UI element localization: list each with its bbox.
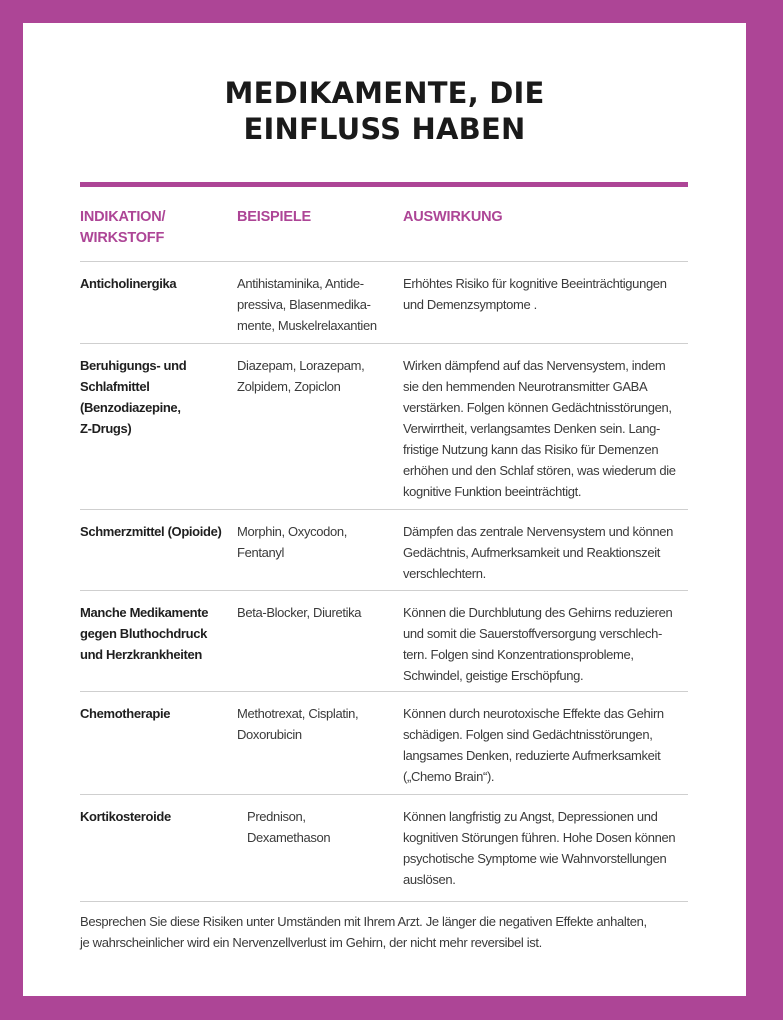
examples-cell xyxy=(237,703,397,745)
text-line: Beta-Blocker, Diuretika xyxy=(237,605,362,620)
text-line: Erhöhtes Risiko für kognitive Beeinträchtigungen xyxy=(403,276,667,291)
effect-cell xyxy=(403,806,693,890)
examples-cell xyxy=(247,806,407,848)
text-line: Schwindel, geistige Erschöpfung. xyxy=(403,668,584,683)
indication-cell xyxy=(80,521,230,542)
text-line: Können durch neurotoxische Effekte das Gehirn xyxy=(403,706,664,721)
text-line: kognitiven Störungen führen. Hohe Dosen können xyxy=(403,830,676,845)
text-line: Verwirrtheit, verlangsamtes Denken sein. Lang- xyxy=(403,421,661,436)
text-line: auslösen. xyxy=(403,872,456,887)
text-line: Diazepam, Lorazepam, xyxy=(237,358,365,373)
table-row xyxy=(80,509,688,590)
footnote-line-1: Besprechen Sie diese Risiken unter Umständen mit Ihrem Arzt. Je länger die negativen Effekte anhalten, xyxy=(80,914,647,929)
text-line: erhöhen und den Schlaf stören, was wiederum die xyxy=(403,463,676,478)
text-line: Schmerzmittel (Opioide) xyxy=(80,524,222,539)
text-line: Dämpfen das zentrale Nervensystem und können xyxy=(403,524,674,539)
text-line: mente, Muskelrelaxantien xyxy=(237,318,377,333)
text-line: Wirken dämpfend auf das Nervensystem, indem xyxy=(403,358,666,373)
text-line: und Demenzsymptome . xyxy=(403,297,537,312)
text-line: Fentanyl xyxy=(237,545,285,560)
text-line: Prednison, xyxy=(247,809,306,824)
text-line: Dexamethason xyxy=(247,830,331,845)
examples-cell xyxy=(237,602,397,623)
header-effect: AUSWIRKUNG xyxy=(403,209,503,225)
indication-cell xyxy=(80,806,230,827)
content-card xyxy=(23,23,746,996)
text-line: Können langfristig zu Angst, Depressionen und xyxy=(403,809,658,824)
text-line: Chemotherapie xyxy=(80,706,171,721)
table-row xyxy=(80,691,688,794)
title-line-2: EINFLUSS HABEN xyxy=(243,112,526,146)
text-line: und Herzkrankheiten xyxy=(80,647,202,662)
table-row xyxy=(80,590,688,692)
text-line: („Chemo Brain“). xyxy=(403,769,495,784)
text-line: Methotrexat, Cisplatin, xyxy=(237,706,359,721)
table-row xyxy=(80,343,688,508)
title-line-1: MEDIKAMENTE, DIE xyxy=(224,76,545,110)
indication-cell xyxy=(80,602,230,665)
text-line: Z-Drugs) xyxy=(80,421,132,436)
header-indication xyxy=(80,207,220,249)
text-line: Können die Durchblutung des Gehirns reduzieren xyxy=(403,605,673,620)
effect-cell xyxy=(403,355,693,502)
table-row xyxy=(80,261,688,342)
header-examples: BEISPIELE xyxy=(237,209,311,225)
text-line: verstärken. Folgen können Gedächtnisstörungen, xyxy=(403,400,672,415)
text-line: gegen Bluthochdruck xyxy=(80,626,207,641)
indication-cell xyxy=(80,273,230,294)
text-line: Gedächtnis, Aufmerksamkeit und Reaktionszeit xyxy=(403,545,661,560)
text-line: Antihistaminika, Antide- xyxy=(237,276,364,291)
accent-divider xyxy=(80,182,688,187)
examples-cell xyxy=(237,273,397,336)
footnote-line-2: je wahrscheinlicher wird ein Nervenzellverlust im Gehirn, der nicht mehr reversibel ist. xyxy=(80,935,542,950)
page-title xyxy=(23,75,746,147)
text-line: Kortikosteroide xyxy=(80,809,171,824)
text-line: und somit die Sauerstoffversorgung verschlech- xyxy=(403,626,662,641)
text-line: Anticholinergika xyxy=(80,276,177,291)
header-indication-line-2: WIRKSTOFF xyxy=(80,230,165,246)
text-line: Schlafmittel xyxy=(80,379,150,394)
examples-cell xyxy=(237,521,397,563)
text-line: pressiva, Blasenmedika- xyxy=(237,297,371,312)
effect-cell xyxy=(403,521,693,584)
text-line: schädigen. Folgen sind Gedächtnisstörungen, xyxy=(403,727,653,742)
text-line: tern. Folgen sind Konzentrationsprobleme, xyxy=(403,647,634,662)
effect-cell xyxy=(403,703,693,787)
indication-cell xyxy=(80,355,230,439)
text-line: Doxorubicin xyxy=(237,727,302,742)
footnote xyxy=(80,911,700,953)
text-line: kognitive Funktion beeinträchtigt. xyxy=(403,484,582,499)
text-line: langsames Denken, reduzierte Aufmerksamkeit xyxy=(403,748,661,763)
table-row xyxy=(80,794,688,902)
header-indication-line-1: INDIKATION/ xyxy=(80,209,166,225)
text-line: Beruhigungs- und xyxy=(80,358,187,373)
text-line: sie den hemmenden Neurotransmitter GABA xyxy=(403,379,648,394)
text-line: Morphin, Oxycodon, xyxy=(237,524,348,539)
text-line: (Benzodiazepine, xyxy=(80,400,181,415)
text-line: psychotische Symptome wie Wahnvorstellungen xyxy=(403,851,667,866)
text-line: verschlechtern. xyxy=(403,566,486,581)
text-line: Zolpidem, Zopiclon xyxy=(237,379,341,394)
indication-cell xyxy=(80,703,230,724)
text-line: fristige Nutzung kann das Risiko für Demenzen xyxy=(403,442,659,457)
examples-cell xyxy=(237,355,397,397)
effect-cell xyxy=(403,602,693,686)
effect-cell xyxy=(403,273,693,315)
text-line: Manche Medikamente xyxy=(80,605,209,620)
